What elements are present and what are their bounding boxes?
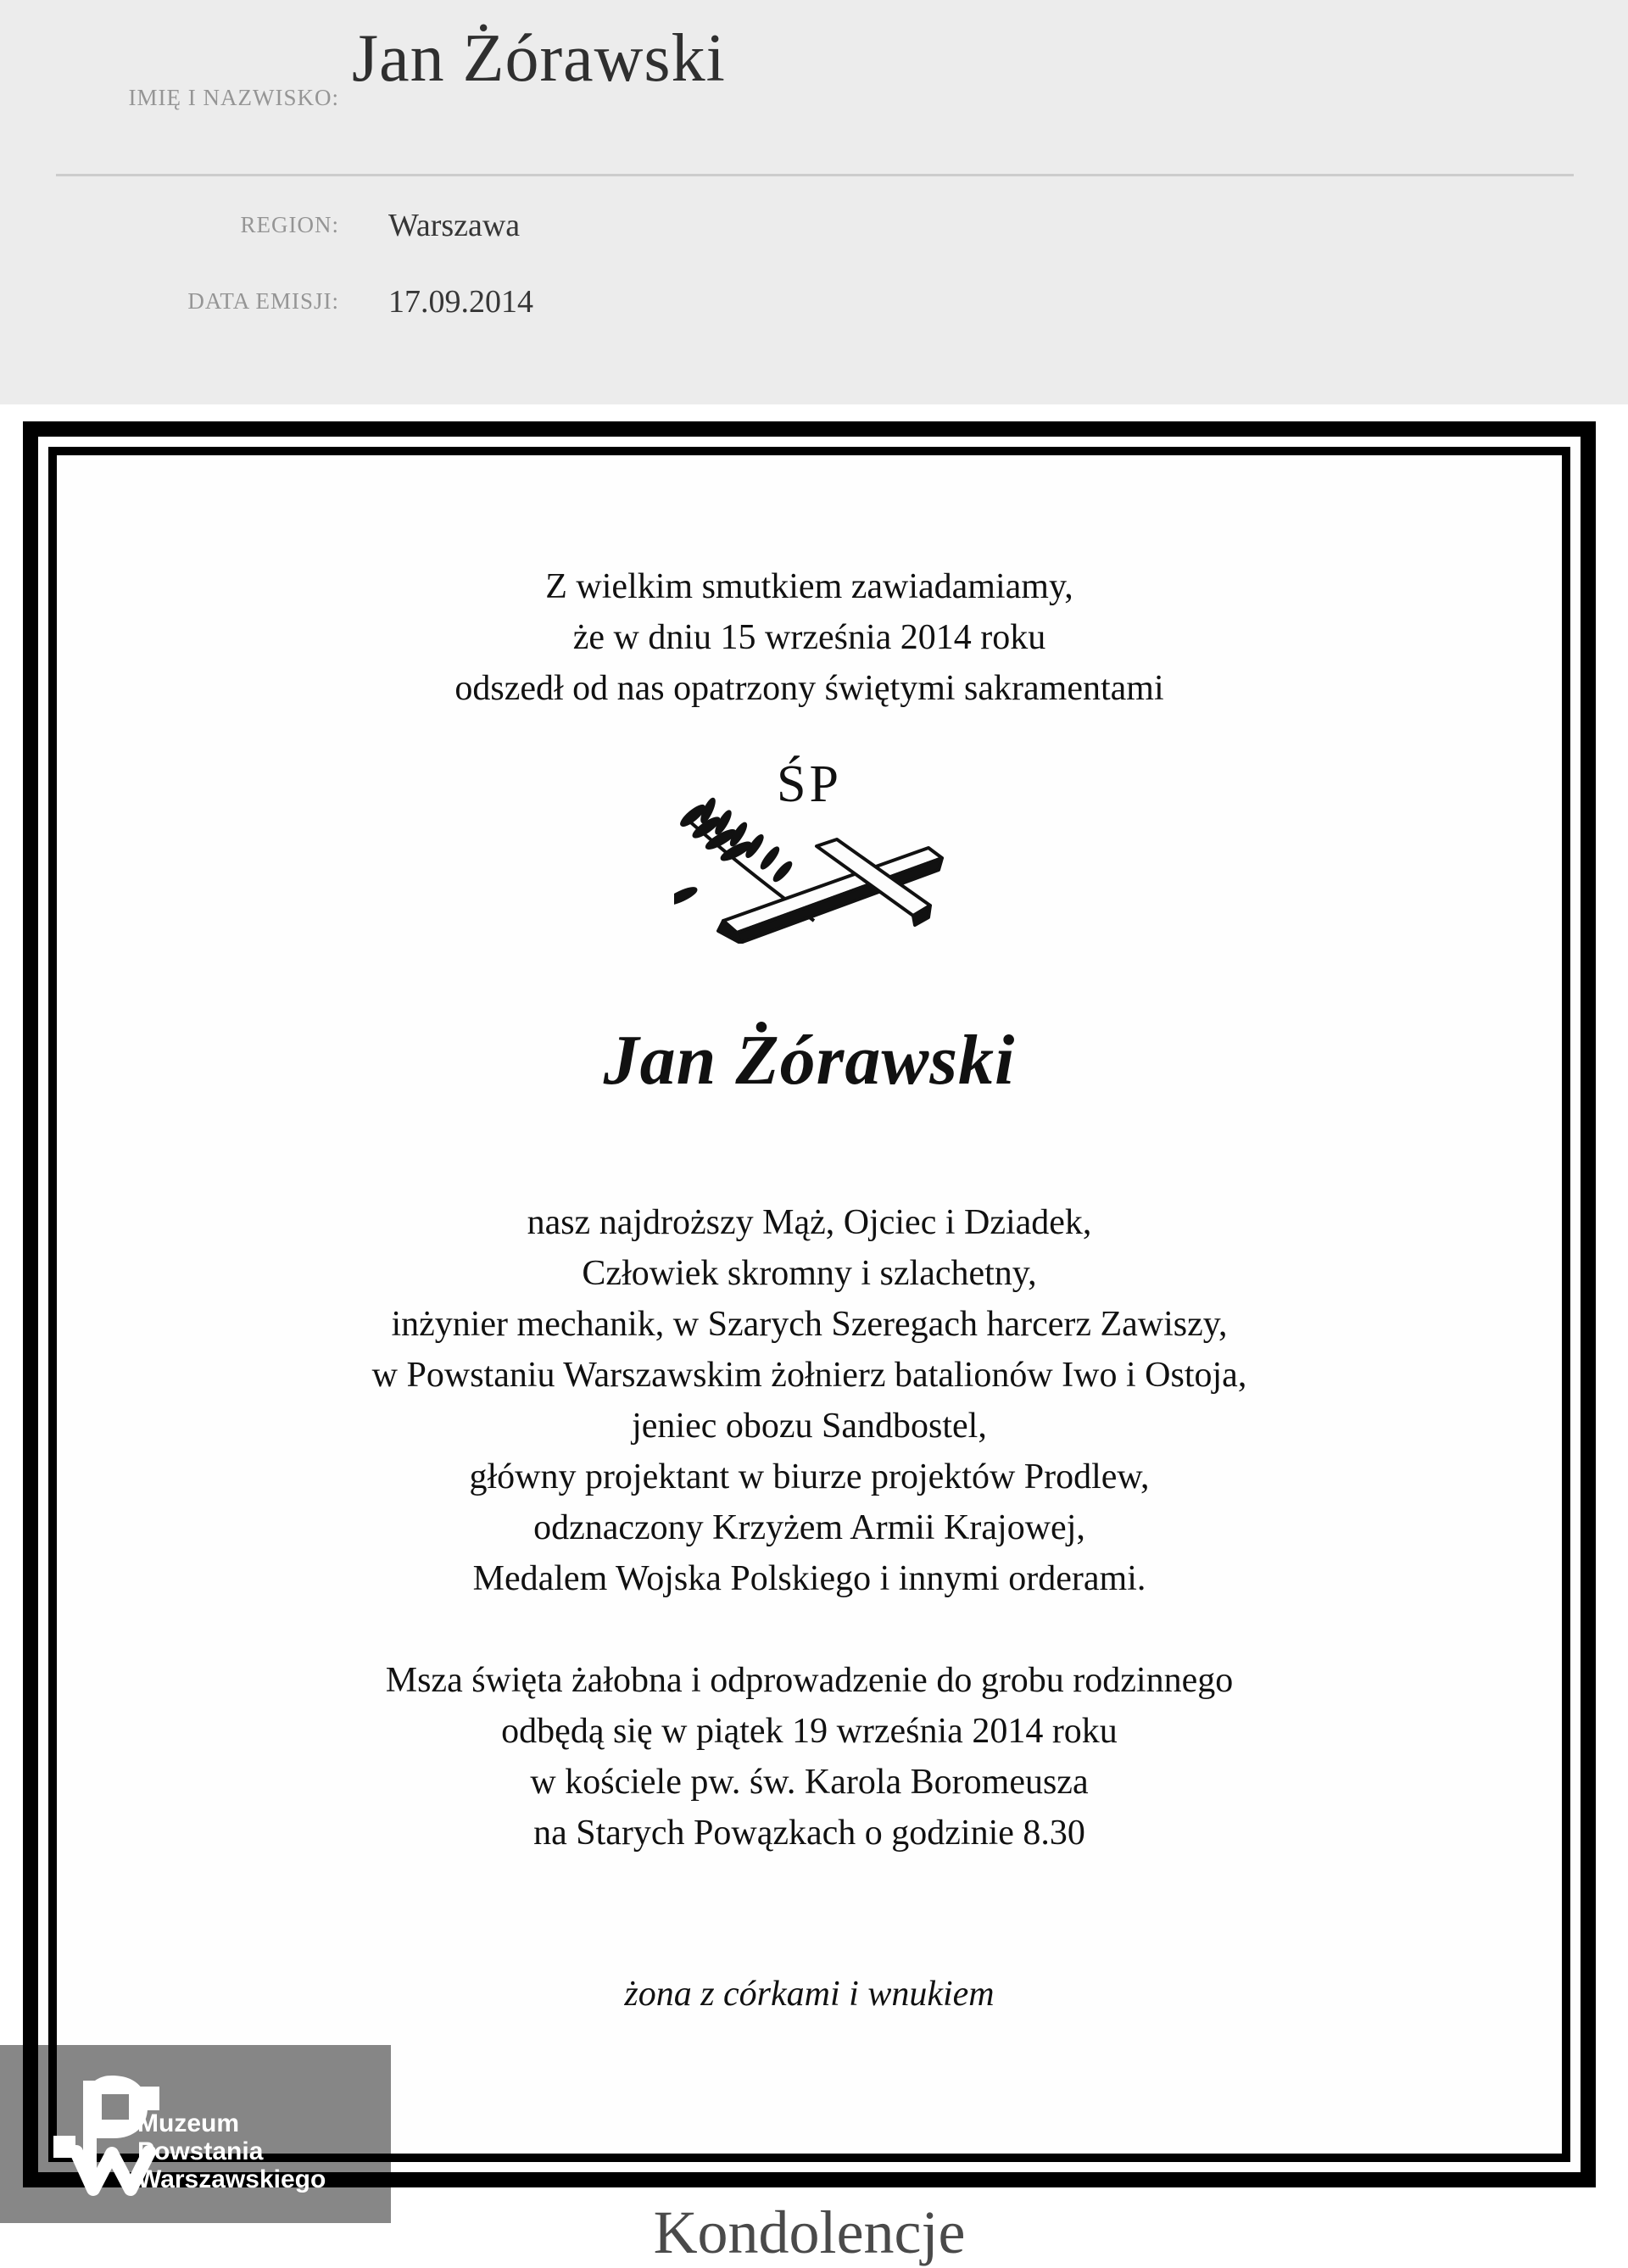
funeral-line: w kościele pw. św. Karola Boromeusza — [530, 1763, 1089, 1802]
tribute-line: główny projektant w biurze projektów Prodlew, — [469, 1457, 1150, 1496]
museum-watermark — [0, 2045, 391, 2223]
emission-date-field-value: 17.09.2014 — [388, 284, 533, 320]
region-field-value: Warszawa — [388, 208, 521, 243]
tribute-line: inżynier mechanik, w Szarych Szeregach harcerz Zawiszy, — [391, 1305, 1228, 1344]
tribute-line: odznaczony Krzyżem Armii Krajowej, — [533, 1508, 1085, 1547]
museum-name-line: Powstania — [137, 2137, 264, 2165]
tribute-line: Medalem Wojska Polskiego i innymi orderami. — [472, 1559, 1146, 1598]
funeral-line: Msza święta żałobna i odprowadzenie do grobu rodzinnego — [385, 1661, 1234, 1700]
intro-line: że w dniu 15 września 2014 roku — [572, 618, 1046, 657]
obituary-intro — [23, 561, 1596, 714]
region-field-label: REGION: — [240, 212, 339, 237]
tribute-line: nasz najdroższy Mąż, Ojciec i Dziadek, — [527, 1203, 1092, 1242]
sp-abbreviation: ŚP — [777, 755, 842, 813]
museum-name — [137, 2109, 326, 2193]
museum-name-line: Muzeum — [137, 2109, 239, 2137]
emission-date-field-label: DATA EMISJI: — [187, 288, 339, 314]
obituary-signature: żona z córkami i wnukiem — [624, 1975, 995, 2014]
museum-name-line: Warszawskiego — [137, 2165, 326, 2193]
tribute-line: w Powstaniu Warszawskim żołnierz batalionów Iwo i Ostoja, — [371, 1356, 1247, 1395]
obituary-funeral-info — [23, 1655, 1596, 1858]
obituary-tribute — [23, 1197, 1596, 1604]
funeral-line: na Starych Powązkach o godzinie 8.30 — [533, 1814, 1085, 1853]
tribute-line: Człowiek skromny i szlachetny, — [582, 1254, 1037, 1293]
intro-line: odszedł od nas opatrzony świętymi sakramentami — [454, 669, 1164, 708]
header-divider — [56, 174, 1574, 176]
record-header — [0, 0, 1628, 404]
cross-and-palm-branch-icon — [674, 787, 954, 944]
condolences-heading-partial: Kondolencje — [653, 2198, 966, 2266]
record-title-name: Jan Żórawski — [352, 21, 726, 96]
intro-line: Z wielkim smutkiem zawiadamiamy, — [545, 567, 1073, 606]
funeral-line: odbędą się w piątek 19 września 2014 roku — [501, 1712, 1118, 1751]
deceased-name: Jan Żórawski — [603, 1021, 1016, 1100]
name-field-label: IMIĘ I NAZWISKO: — [128, 85, 339, 110]
tribute-line: jeniec obozu Sandbostel, — [632, 1407, 987, 1446]
